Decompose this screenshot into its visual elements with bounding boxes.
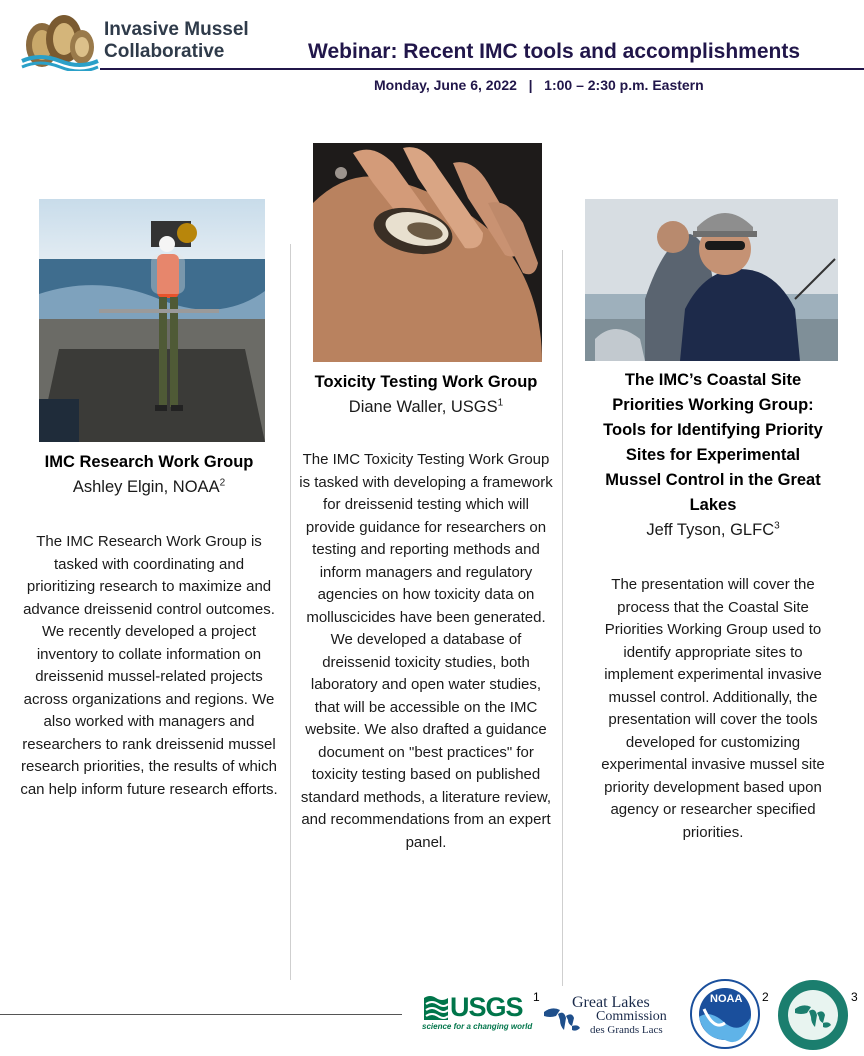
presenter-research [18, 475, 280, 500]
org-name-line1: Invasive Mussel [104, 19, 249, 40]
glc-line2: Commission [596, 1009, 667, 1024]
footnote-3: 3 [851, 990, 858, 1004]
presenter-name: Diane Waller, USGS [348, 398, 498, 416]
column-divider-left [290, 244, 291, 980]
photo-jeff-tyson [585, 199, 838, 361]
footnote-1: 1 [533, 990, 540, 1004]
glc-logo [542, 994, 680, 1038]
header-divider [100, 68, 864, 70]
description-research: The IMC Research Work Group is tasked with coordinating and prioritizing research to maximize and advance dreissenid control outcomes. We recently developed a project inventory to collate information on dreissenid mussel-related projects across organizations and regions. We also worked with managers and researchers to rank dreissenid mussel research priorities, the results of which can help inform future research efforts. [20, 533, 278, 798]
column-divider-right [562, 250, 563, 986]
description-toxicity: The IMC Toxicity Testing Work Group is tasked with developing a framework for dreissenid testing which will provide guidance for researchers on testing and reporting methods and inform managers and regulatory agencies on how toxicity data on molluscicides have been generated. We developed a database of dreissenid toxicity studies, both laboratory and open water studies, that will be accessible on the IMC website. We also drafted a guidance document on "best practices" for toxicity testing based on published standard methods, a literature review, and recommendations from an expert panel. [299, 451, 553, 851]
description-coastal: The presentation will cover the process that the Coastal Site Priorities Working Group used to identify appropriate sites to implement experimental invasive mussel control. Additionally, the presentation will cover the tools developed for customizing experimental invasive mussel site priority development based upon agency or researcher specified priorities. [601, 576, 825, 841]
photo-ashley-elgin [39, 199, 265, 442]
glc-line3: des Grands Lacs [590, 1024, 663, 1036]
org-name [104, 19, 249, 63]
usgs-tagline: science for a changing world [422, 1022, 533, 1031]
group-title-toxicity: Toxicity Testing Work Group [314, 373, 538, 391]
imc-logo [20, 10, 260, 72]
footnote-marker: 3 [774, 520, 780, 532]
noaa-seal-icon [690, 979, 760, 1049]
glfc-logo [777, 979, 849, 1051]
footnote-marker: 2 [219, 477, 226, 489]
mussel-logo-icon [20, 11, 100, 71]
footnote-2: 2 [762, 990, 769, 1004]
glfc-seal-icon [777, 979, 849, 1051]
photo-mussel-in-hand [313, 143, 542, 362]
usgs-wordmark: USGS [450, 992, 523, 1022]
presenter-toxicity [298, 395, 554, 420]
presenter-name: Jeff Tyson, GLFC [646, 521, 775, 539]
presenter-coastal [588, 518, 838, 543]
usgs-logo [422, 992, 533, 1034]
presenter-name: Ashley Elgin, NOAA [72, 478, 220, 496]
group-title-research: IMC Research Work Group [44, 453, 254, 471]
noaa-wordmark: NOAA [710, 993, 743, 1005]
org-name-line2: Collaborative [104, 41, 225, 62]
footer-divider [0, 1014, 402, 1015]
noaa-logo [690, 979, 760, 1049]
glc-line1: Great Lakes [572, 994, 650, 1011]
column-coastal [588, 368, 838, 844]
footnote-marker: 1 [497, 397, 504, 409]
column-research [18, 450, 280, 801]
group-title-coastal: The IMC’s Coastal Site Priorities Working Group: Tools for Identifying Priority Sites for Experimental Mussel Control in the Great Lakes [603, 371, 823, 514]
column-toxicity [298, 370, 554, 854]
webinar-date: Monday, June 6, 2022 | 1:00 – 2:30 p.m. Eastern [374, 77, 704, 93]
page-title: Webinar: Recent IMC tools and accomplishments [308, 40, 801, 63]
